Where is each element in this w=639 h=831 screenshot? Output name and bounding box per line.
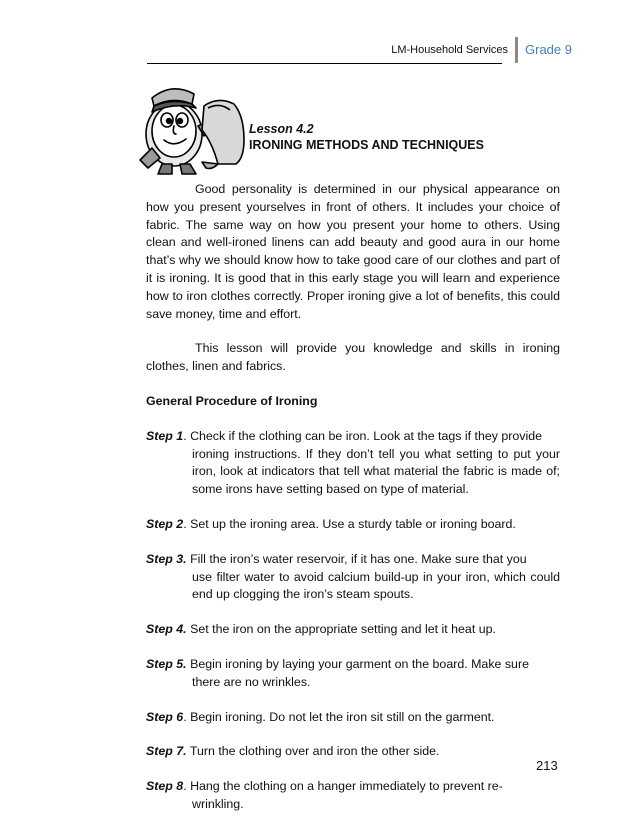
step-text-continued: ironing instructions. If they don’t tell you what setting to put your iron, look at indicators that tell what material the fabric is made of; some irons have setting based on type of material. (192, 446, 560, 497)
step-text: . Begin ironing. Do not let the iron sit still on the garment. (183, 709, 495, 724)
step-item (146, 778, 560, 814)
step-item (146, 516, 560, 534)
step-label: Step 1 (146, 428, 184, 443)
iron-icon (202, 100, 244, 168)
header-grade: Grade 9 (515, 37, 572, 63)
step-text: . Set up the ironing area. Use a sturdy table or ironing board. (183, 516, 516, 531)
header-divider (147, 63, 502, 64)
step-text: Set the iron on the appropriate setting and let it heat up. (186, 622, 496, 637)
intro-paragraph: This lesson will provide you knowledge and skills in ironing clothes, linen and fabrics. (146, 341, 560, 374)
step-text: . Hang the clothing on a hanger immediately to prevent re- (183, 779, 503, 794)
step-label: Step 6 (146, 709, 184, 724)
step-text-continued: there are no wrinkles. (192, 674, 311, 689)
step-item (146, 709, 560, 727)
step-text: Turn the clothing over and iron the other side. (186, 744, 440, 759)
lesson-title: IRONING METHODS AND TECHNIQUES (249, 138, 484, 152)
lesson-heading (249, 121, 484, 153)
step-label: Step 2 (146, 516, 184, 531)
step-text: Fill the iron’s water reservoir, if it has one. Make sure that you (186, 551, 527, 566)
lesson-number: Lesson 4.2 (249, 122, 314, 136)
step-text-continued: wrinkling. (192, 796, 244, 811)
step-label: Step 7. (146, 744, 187, 759)
step-label: Step 8 (146, 779, 184, 794)
step-text: . Check if the clothing can be iron. Look at the tags if they provide (183, 428, 543, 443)
step-label: Step 4. (146, 622, 187, 637)
step-item (146, 551, 560, 604)
page-header (391, 37, 572, 63)
intro-paragraph: Good personality is determined in our physical appearance on how you present yourselves in front of others. It includes your choice of fabric. The same way on how you present your home to others. Using clean and well-ironed linens can add beauty and good aura in our home that’s why we should know how to take good care of our clothes and part of it is ironing. It is good that in this early stage you will learn and experience how to iron clothes correctly. Proper ironing give a lot of benefits, this could save money, time and effort. (146, 182, 560, 321)
step-label: Step 3. (146, 551, 187, 566)
header-subject: LM-Household Services (391, 44, 509, 56)
step-item (146, 743, 560, 761)
lesson-body (146, 181, 560, 831)
step-text: Begin ironing by laying your garment on the board. Make sure (186, 656, 529, 671)
section-heading: General Procedure of Ironing (146, 393, 318, 408)
step-label: Step 5. (146, 656, 187, 671)
step-item (146, 428, 560, 499)
mascot-ironing-illustration (132, 76, 248, 176)
step-item (146, 656, 560, 692)
step-item (146, 621, 560, 639)
page-number: 213 (536, 758, 558, 773)
step-text-continued: use filter water to avoid calcium build-up in your iron, which could end up clogging the iron’s steam spouts. (192, 569, 560, 602)
